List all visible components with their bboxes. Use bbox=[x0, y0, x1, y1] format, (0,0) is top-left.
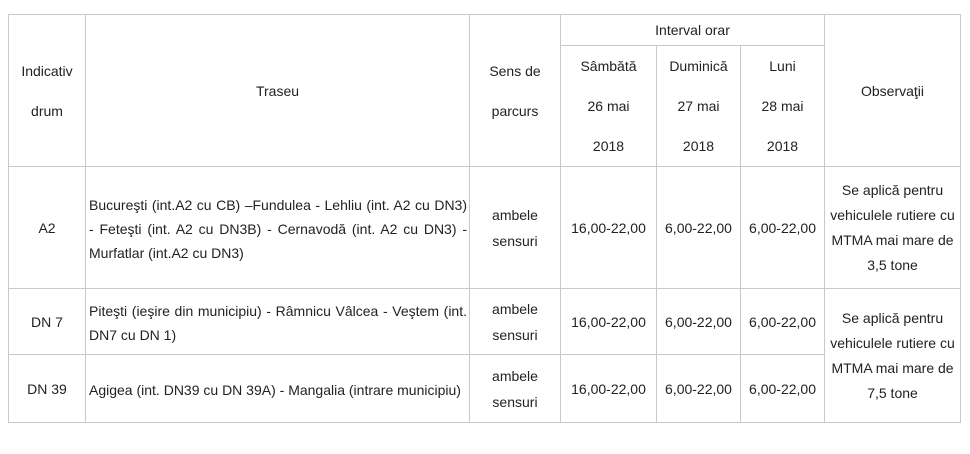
cell-observatii: Se aplică pentru vehiculele rutiere cu MTMA mai mare de 7,5 tone bbox=[825, 289, 961, 423]
cell-sens: ambele sensuri bbox=[470, 355, 561, 423]
cell-sambata: 16,00-22,00 bbox=[561, 289, 657, 355]
day-year: 2018 bbox=[766, 138, 799, 154]
table-row bbox=[9, 167, 961, 289]
cell-sens: ambele sensuri bbox=[470, 289, 561, 355]
cell-drum: DN 39 bbox=[9, 355, 86, 423]
cell-luni: 6,00-22,00 bbox=[741, 167, 825, 289]
traffic-restrictions-table bbox=[8, 14, 961, 423]
day-name: Luni bbox=[769, 58, 796, 74]
cell-sambata: 16,00-22,00 bbox=[561, 355, 657, 423]
day-name: Duminică bbox=[669, 58, 728, 74]
cell-duminica: 6,00-22,00 bbox=[657, 289, 741, 355]
day-year: 2018 bbox=[592, 138, 625, 154]
header-indicativ-drum: Indicativ drum bbox=[9, 15, 86, 167]
day-date: 26 mai bbox=[587, 98, 630, 114]
cell-traseu: Bucureşti (int.A2 cu CB) –Fundulea - Lehliu (int. A2 cu DN3) - Feteşti (int. A2 cu DN3B) - Cernavodă (int. A2 cu DN3) -Murfatlar (int.A2 cu DN3) bbox=[86, 167, 470, 289]
cell-luni: 6,00-22,00 bbox=[741, 289, 825, 355]
cell-sens: ambele sensuri bbox=[470, 167, 561, 289]
cell-duminica: 6,00-22,00 bbox=[657, 355, 741, 423]
table-row bbox=[9, 289, 961, 355]
header-day-duminica bbox=[657, 46, 741, 167]
cell-luni: 6,00-22,00 bbox=[741, 355, 825, 423]
header-interval-orar: Interval orar bbox=[561, 15, 825, 46]
day-name: Sâmbătă bbox=[580, 58, 637, 74]
day-date: 28 mai bbox=[761, 98, 804, 114]
cell-drum: DN 7 bbox=[9, 289, 86, 355]
header-observatii: Observaţii bbox=[825, 15, 961, 167]
header-sens-de-parcurs: Sens de parcurs bbox=[470, 15, 561, 167]
header-day-sambata bbox=[561, 46, 657, 167]
cell-traseu: Agigea (int. DN39 cu DN 39A) - Mangalia (intrare municipiu) bbox=[86, 355, 470, 423]
cell-sambata: 16,00-22,00 bbox=[561, 167, 657, 289]
cell-duminica: 6,00-22,00 bbox=[657, 167, 741, 289]
day-year: 2018 bbox=[682, 138, 715, 154]
header-traseu: Traseu bbox=[86, 15, 470, 167]
cell-drum: A2 bbox=[9, 167, 86, 289]
day-date: 27 mai bbox=[677, 98, 720, 114]
cell-traseu: Piteşti (ieşire din municipiu) - Râmnicu Vâlcea - Veştem (int. DN7 cu DN 1) bbox=[86, 289, 470, 355]
restrictions-table-wrapper bbox=[8, 14, 961, 423]
header-day-luni bbox=[741, 46, 825, 167]
cell-observatii: Se aplică pentru vehiculele rutiere cu MTMA mai mare de 3,5 tone bbox=[825, 167, 961, 289]
table-row bbox=[9, 355, 961, 423]
